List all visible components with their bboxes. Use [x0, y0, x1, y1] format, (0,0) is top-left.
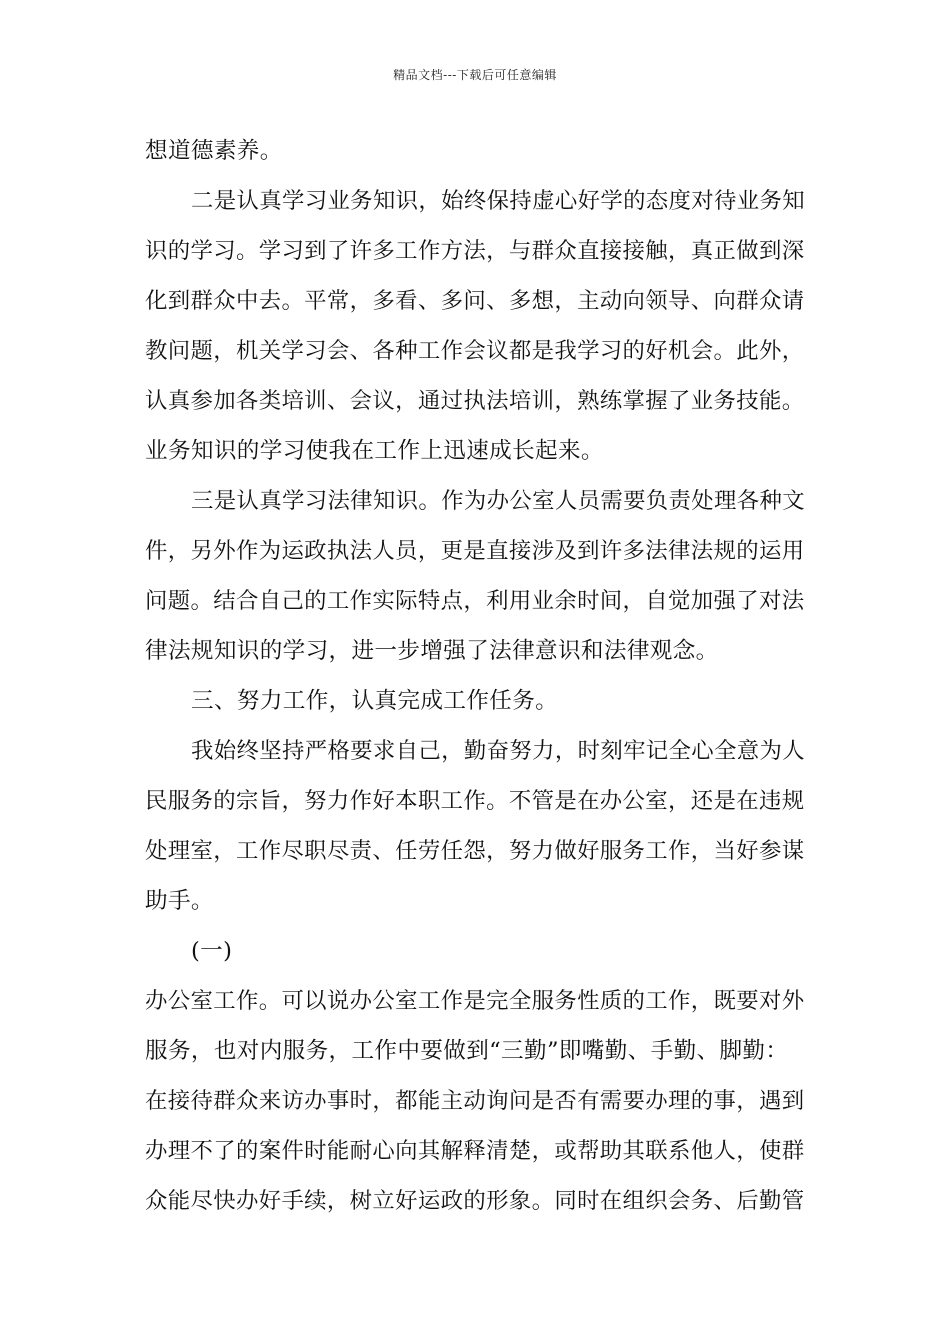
text-line: 识的学习。学习到了许多工作方法，与群众直接接触，真正做到深 — [145, 238, 805, 264]
text-line: 民服务的宗旨，努力作好本职工作。不管是在办公室，还是在违规 — [145, 788, 805, 814]
page-header: 精品文档---下载后可任意编辑 — [393, 68, 557, 82]
subsection-number: (一) — [191, 938, 233, 964]
text-line: 在接待群众来访办事时，都能主动询问是否有需要办理的事，遇到 — [145, 1088, 805, 1114]
text-line: 想道德素养。 — [145, 138, 283, 164]
text-line: 处理室，工作尽职尽责、任劳任怨，努力做好服务工作，当好参谋 — [145, 838, 805, 864]
text-line: 化到群众中去。平常，多看、多问、多想，主动向领导、向群众请 — [145, 288, 805, 314]
text-line: 律法规知识的学习，进一步增强了法律意识和法律观念。 — [145, 638, 719, 664]
text-line: 问题。结合自己的工作实际特点，利用业余时间，自觉加强了对法 — [145, 588, 805, 614]
text-line: 助手。 — [145, 888, 214, 914]
text-line: 二是认真学习业务知识，始终保持虚心好学的态度对待业务知 — [191, 188, 805, 214]
text-line: 认真参加各类培训、会议，通过执法培训，熟练掌握了业务技能。 — [145, 388, 805, 414]
text-line: 三是认真学习法律知识。作为办公室人员需要负责处理各种文 — [191, 488, 805, 514]
section-heading: 三、努力工作，认真完成工作任务。 — [191, 688, 559, 714]
text-line: 办理不了的案件时能耐心向其解释清楚，或帮助其联系他人，使群 — [145, 1138, 805, 1164]
text-line: 众能尽快办好手续，树立好运政的形象。同时在组织会务、后勤管 — [145, 1188, 805, 1214]
text-line: 办公室工作。可以说办公室工作是完全服务性质的工作，既要对外 — [145, 988, 805, 1014]
text-line: 件，另外作为运政执法人员，更是直接涉及到许多法律法规的运用 — [145, 538, 805, 564]
text-line: 服务，也对内服务，工作中要做到“三勤”即嘴勤、手勤、脚勤： — [145, 1038, 789, 1064]
text-line: 我始终坚持严格要求自己，勤奋努力，时刻牢记全心全意为人 — [191, 738, 805, 764]
text-line: 教问题，机关学习会、各种工作会议都是我学习的好机会。此外， — [145, 338, 805, 364]
text-line: 业务知识的学习使我在工作上迅速成长起来。 — [145, 438, 604, 464]
